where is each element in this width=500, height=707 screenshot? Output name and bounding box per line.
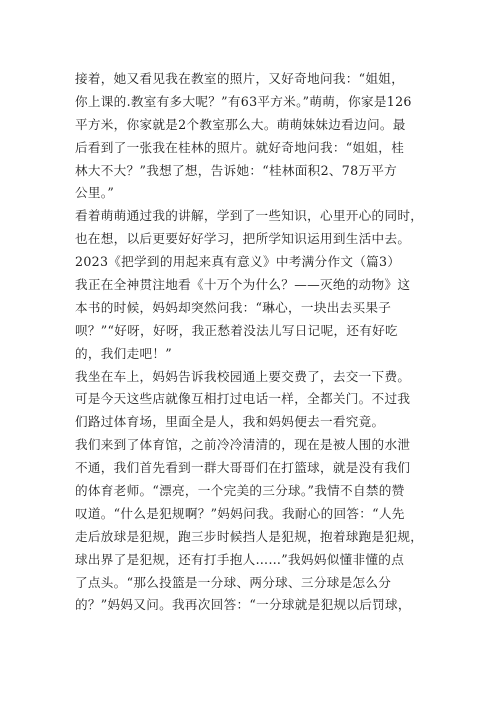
text-line: 看着萌萌通过我的讲解，学到了一些知识，心里开心的同时，	[75, 208, 424, 224]
text-line: 林大不大？”我想了想，告诉她：“桂林面积2、78万平方	[75, 162, 398, 178]
text-line: 呗？”“好呀，好呀，我正愁着没法儿写日记呢，还有好吃	[75, 322, 398, 338]
text-line: 球出界了是犯规，还有打手抱人……”我妈妈似懂非懂的点	[75, 551, 405, 567]
text-line: 公里。”	[75, 185, 115, 201]
text-line: 了点头。“那么投篮是一分球、两分球、三分球是怎么分	[75, 574, 392, 590]
text-line: 你上课的.教室有多大呢？”有63平方米。”萌萌，你家是126	[75, 93, 412, 109]
text-line: 们路过体育场，里面全是人，我和妈妈便去一看究竟。	[75, 414, 385, 430]
text-line: 可是今天这些店就像互相打过电话一样，全都关门。不过我	[75, 391, 411, 407]
text-line: 叹道。“什么是犯规啊？”妈妈问我。我耐心的回答：“人先	[75, 505, 405, 521]
text-line: 本书的时候，妈妈却突然问我：“琳心，一块出去买果子	[75, 299, 392, 315]
text-line: 不通，我们首先看到一群大哥哥们在打篮球，就是没有我们	[75, 460, 411, 476]
text-line: 走后放球是犯规，跑三步时候挡人是犯规，抱着球跑是犯规，	[75, 528, 424, 544]
text-line: 我们来到了体育馆，之前冷冷清清的，现在是被人围的水泄	[75, 437, 411, 453]
text-line: 的，我们走吧！”	[75, 345, 172, 361]
text-line: 的体育老师。“漂亮，一个完美的三分球。”我情不自禁的赞	[75, 483, 405, 499]
essay-text	[75, 68, 435, 617]
text-line: 也在想，以后更要好好学习，把所学知识运用到生活中去。	[75, 231, 411, 247]
text-line: 我坐在车上，妈妈告诉我校园通上要交费了，去交一下费。	[75, 368, 411, 384]
text-line: 平方米，你家就是2个教室那么大。萌萌妹妹边看边问。最	[75, 116, 406, 132]
text-line: 我正在全神贯注地看《十万个为什么？——灭绝的动物》这	[75, 277, 411, 293]
essay-heading: 2023《把学到的用起来真有意义》中考满分作文（篇3）	[75, 254, 401, 270]
text-line: 的？”妈妈又问。我再次回答：“一分球就是犯规以后罚球，	[75, 597, 411, 613]
text-line: 后看到了一张我在桂林的照片。就好奇地问我：“姐姐，桂	[75, 139, 405, 155]
text-line: 接着，她又看见我在教室的照片，又好奇地问我：“姐姐，	[75, 71, 405, 86]
